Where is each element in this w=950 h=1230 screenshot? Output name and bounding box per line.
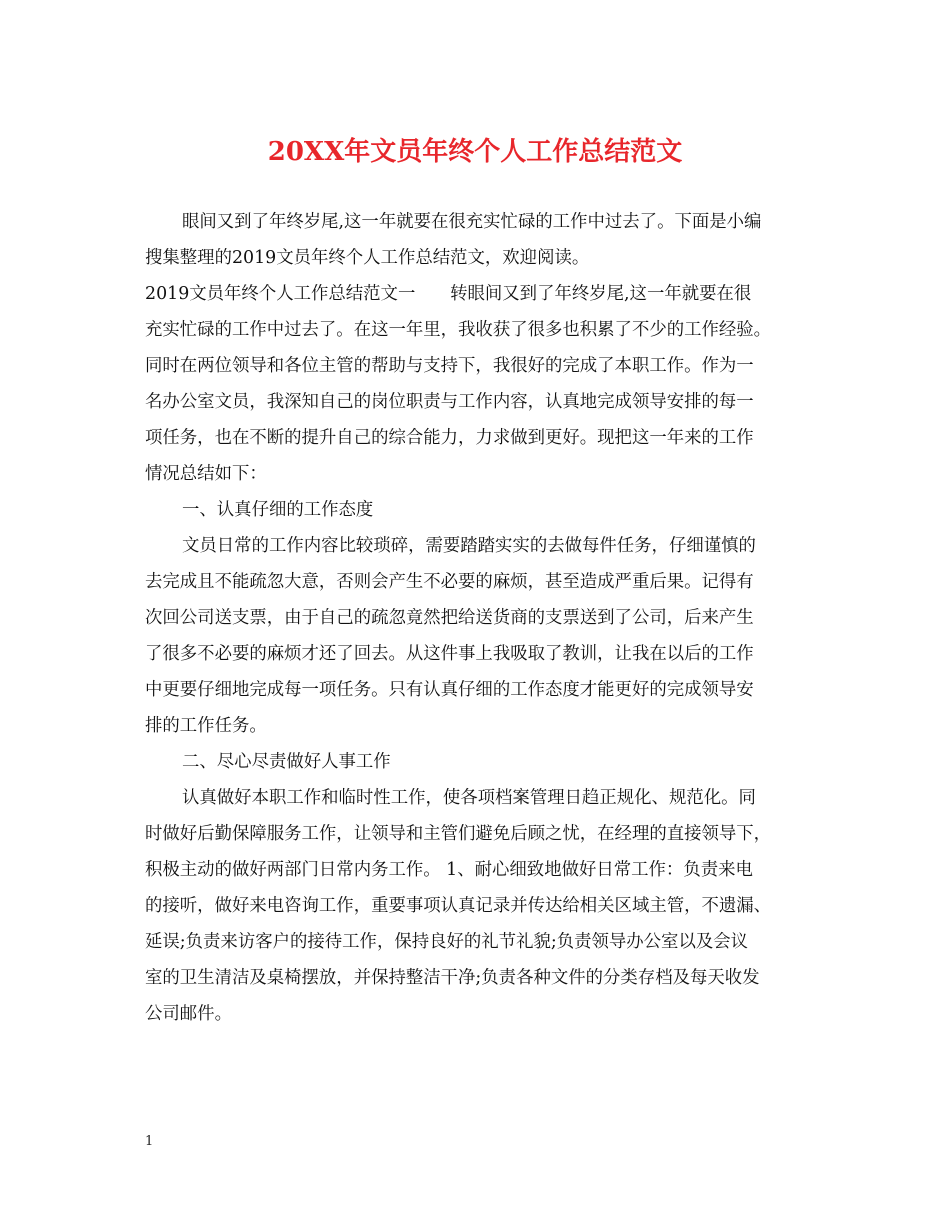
document-body [145, 204, 805, 1032]
paragraph-line: 名办公室文员，我深知自己的岗位职责与工作内容，认真地完成领导安排的每一 [145, 392, 754, 412]
page-number: 1 [145, 1134, 154, 1149]
paragraph-line: 室的卫生清洁及桌椅摆放，并保持整洁干净;负责各种文件的分类存档及每天收发 [145, 968, 760, 988]
paragraph-line: 文员日常的工作内容比较琐碎，需要踏踏实实的去做每件任务，仔细谨慎的 [182, 536, 756, 556]
paragraph-line: 中更要仔细地完成每一项任务。只有认真仔细的工作态度才能更好的完成领导安 [145, 680, 754, 700]
paragraph-line: 2019文员年终个人工作总结范文一 转眼间又到了年终岁尾,这一年就要在很 [145, 284, 752, 304]
paragraph-line: 眼间又到了年终岁尾,这一年就要在很充实忙碌的工作中过去了。下面是小编 [182, 212, 762, 232]
paragraph-line: 了很多不必要的麻烦才还了回去。从这件事上我吸取了教训，让我在以后的工作 [145, 644, 754, 664]
paragraph-line: 同时在两位领导和各位主管的帮助与支持下，我很好的完成了本职工作。作为一 [145, 356, 754, 376]
paragraph-line: 搜集整理的2019文员年终个人工作总结范文，欢迎阅读。 [145, 248, 590, 268]
paragraph-line: 排的工作任务。 [145, 716, 267, 736]
paragraph-line: 积极主动的做好两部门日常内务工作。 1、耐心细致地做好日常工作：负责来电 [145, 860, 753, 880]
paragraph-line: 情况总结如下： [145, 464, 267, 484]
paragraph-line: 次回公司送支票，由于自己的疏忽竟然把给送货商的支票送到了公司，后来产生 [145, 608, 754, 628]
section-heading: 一、认真仔细的工作态度 [182, 500, 374, 520]
document-title: 20XX年文员年终个人工作总结范文 [267, 137, 683, 167]
paragraph-line: 公司邮件。 [145, 1004, 232, 1024]
section-heading: 二、尽心尽责做好人事工作 [182, 752, 391, 772]
paragraph-line: 去完成且不能疏忽大意，否则会产生不必要的麻烦，甚至造成严重后果。记得有 [145, 572, 754, 592]
paragraph-line: 延误;负责来访客户的接待工作，保持良好的礼节礼貌;负责领导办公室以及会议 [145, 932, 749, 952]
paragraph-line: 认真做好本职工作和临时性工作，使各项档案管理日趋正规化、规范化。同 [182, 788, 756, 808]
paragraph-line: 项任务，也在不断的提升自己的综合能力，力求做到更好。现把这一年来的工作 [145, 428, 754, 448]
paragraph-line: 时做好后勤保障服务工作，让领导和主管们避免后顾之忧，在经理的直接领导下， [145, 824, 772, 844]
paragraph-line: 充实忙碌的工作中过去了。在这一年里，我收获了很多也积累了不少的工作经验。 [145, 320, 772, 340]
paragraph-line: 的接听，做好来电咨询工作，重要事项认真记录并传达给相关区域主管，不遗漏、 [145, 896, 772, 916]
